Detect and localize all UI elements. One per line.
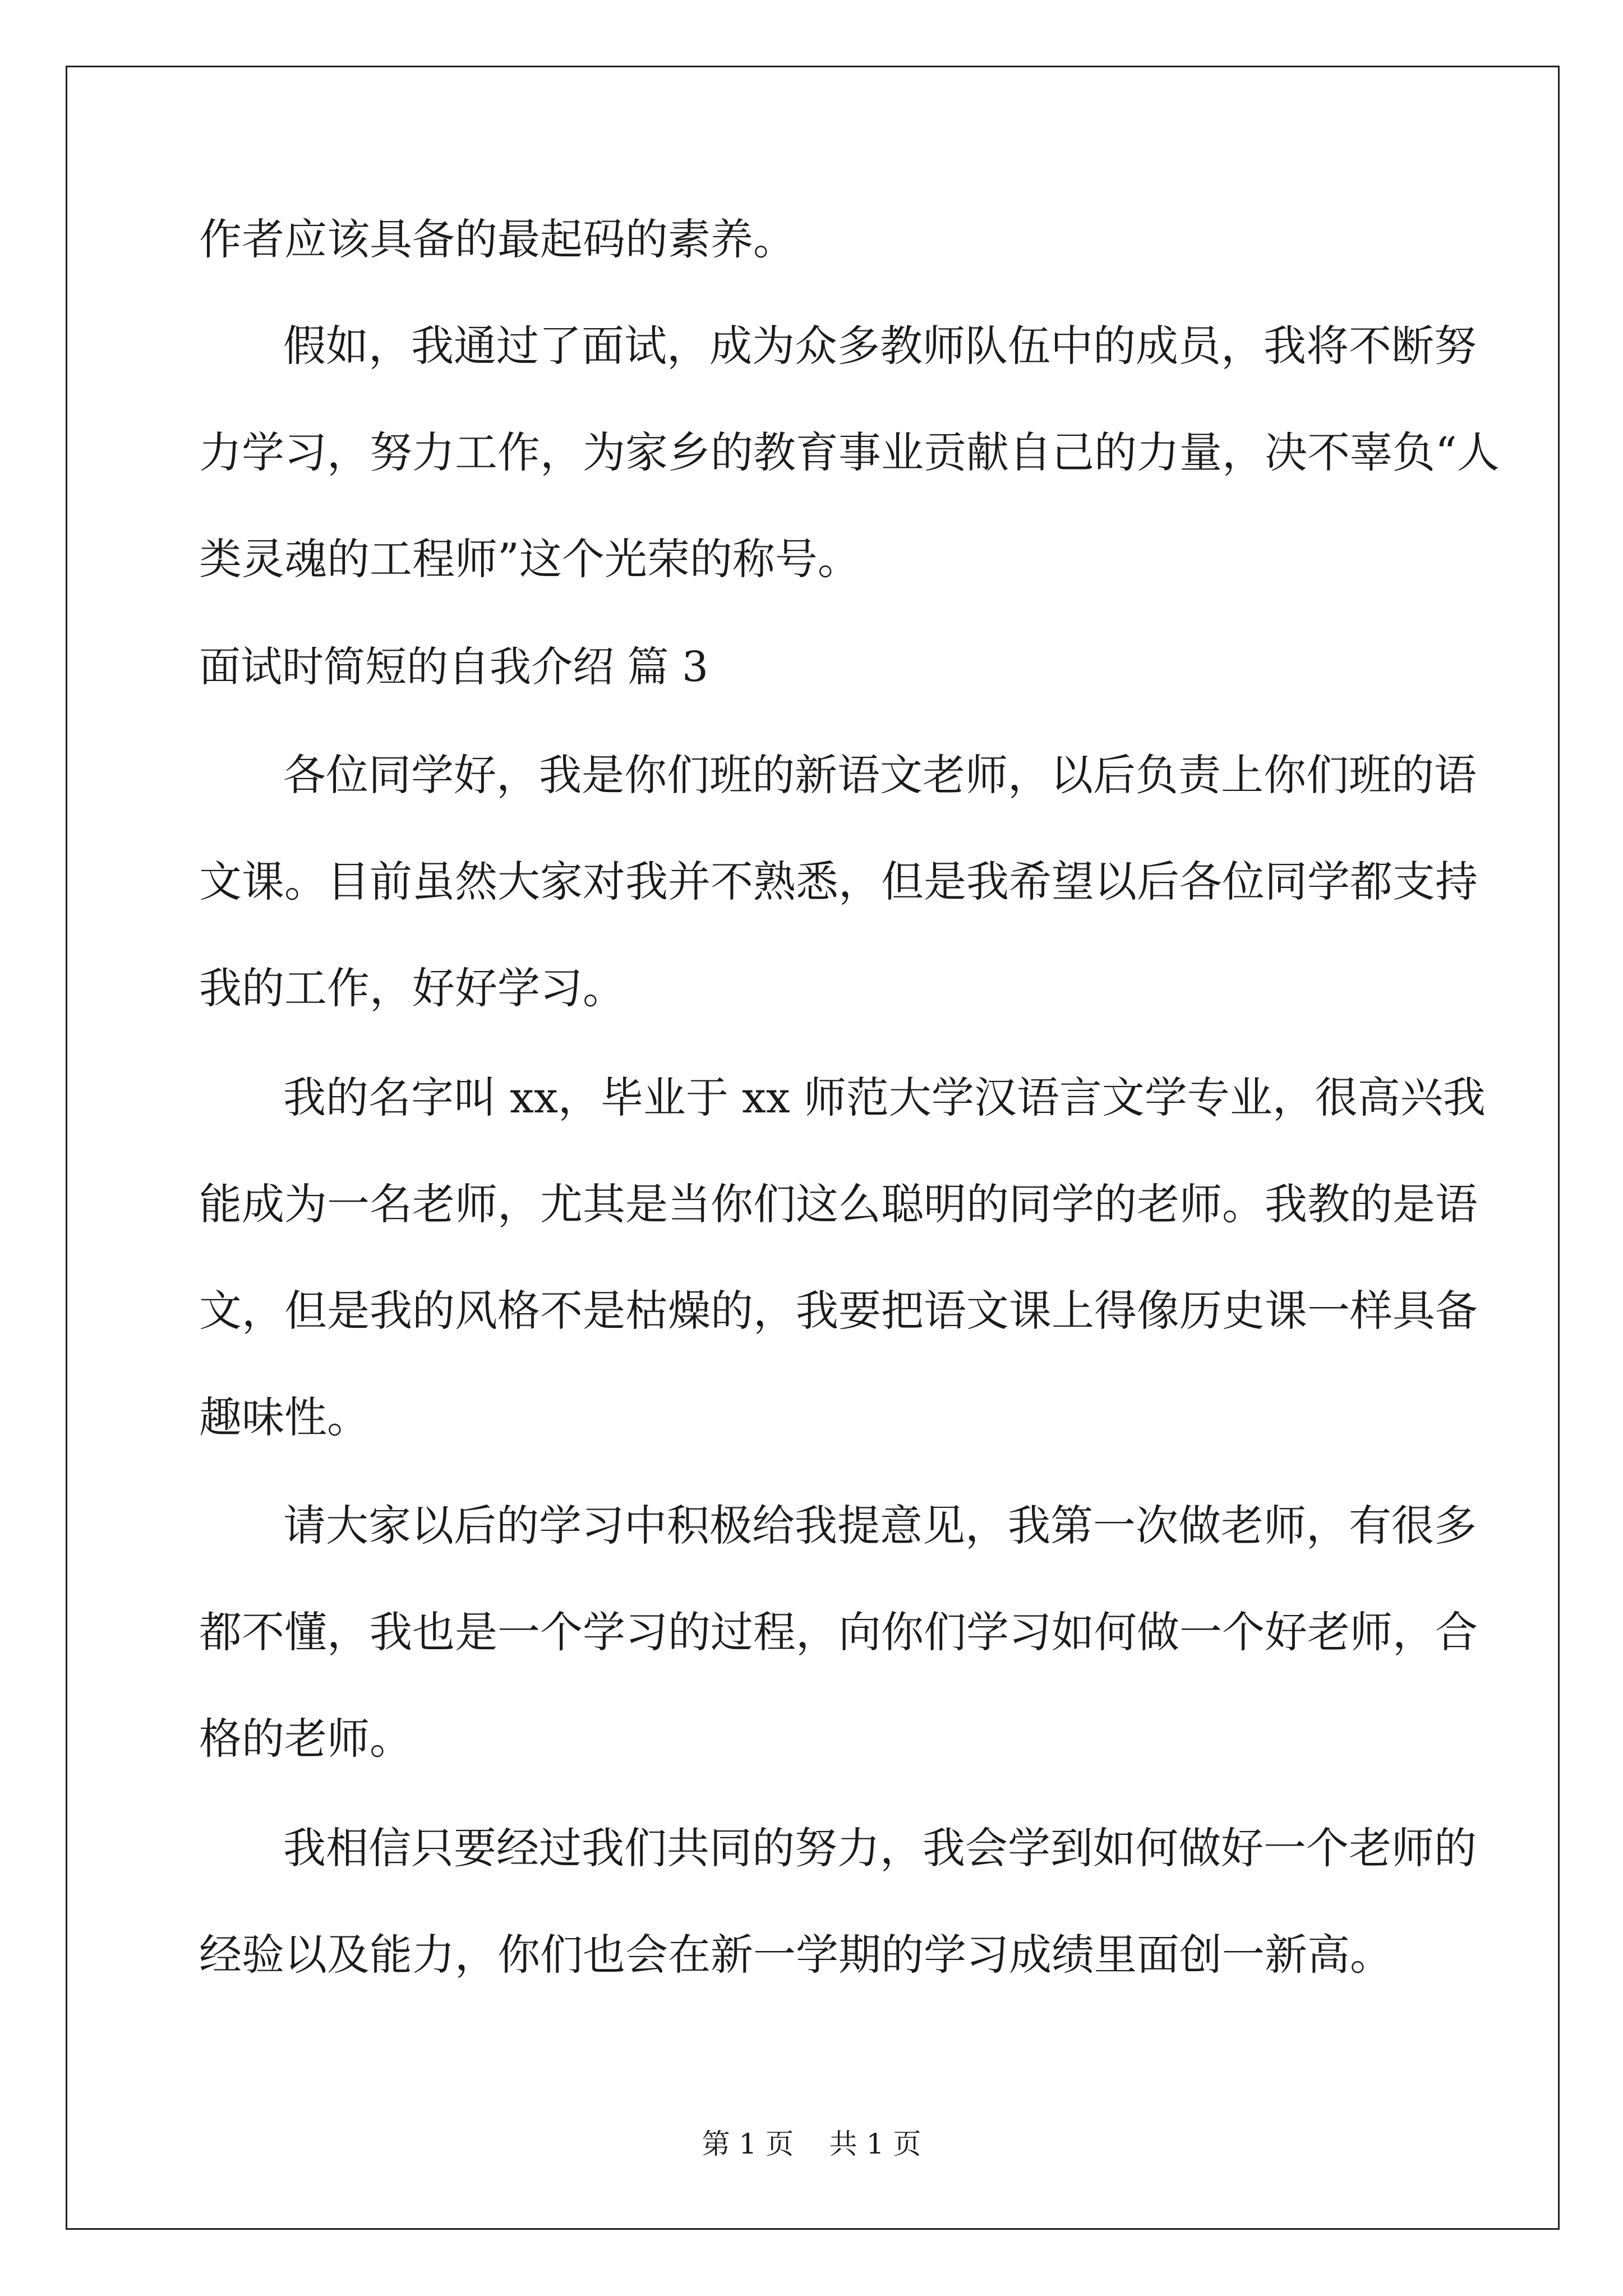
paragraph-line: 文，但是我的风格不是枯燥的，我要把语文课上得像历史课一样具备 (199, 1286, 1478, 1336)
paragraph-line: 文课。目前虽然大家对我并不熟悉，但是我希望以后各位同学都支持 (199, 857, 1478, 907)
paragraph-line: 经验以及能力，你们也会在新一学期的学习成绩里面创一新高。 (199, 1930, 1393, 1980)
page-footer: 第 1 页 共 1 页 (702, 2128, 921, 2160)
paragraph-line: 趣味性。 (199, 1392, 370, 1442)
paragraph-line: 我的工作，好好学习。 (199, 963, 625, 1013)
paragraph-line: 能成为一名老师，尤其是当你们这么聪明的同学的老师。我教的是语 (199, 1179, 1478, 1229)
section-heading: 面试时简短的自我介绍 篇 3 (199, 643, 709, 691)
paragraph-line: 我的名字叫 xx，毕业于 xx 师范大学汉语言文学专业，很高兴我 (283, 1073, 1486, 1122)
paragraph-line: 假如，我通过了面试，成为众多教师队伍中的成员，我将不断努 (283, 321, 1477, 371)
paragraph-line: 请大家以后的学习中积极给我提意见，我第一次做老师，有很多 (283, 1501, 1477, 1550)
paragraph-line: 力学习，努力工作，为家乡的教育事业贡献自己的力量，决不辜负“人 (199, 427, 1500, 477)
paragraph-line: 格的老师。 (199, 1714, 412, 1764)
paragraph-line: 类灵魂的工程师”这个光荣的称号。 (199, 534, 860, 584)
paragraph-line: 各位同学好，我是你们班的新语文老师，以后负责上你们班的语 (283, 750, 1477, 800)
paragraph-line: 作者应该具备的最起码的素养。 (199, 214, 796, 264)
page-border (66, 66, 1560, 2230)
paragraph-line: 都不懂，我也是一个学习的过程，向你们学习如何做一个好老师，合 (199, 1607, 1478, 1657)
paragraph-line: 我相信只要经过我们共同的努力，我会学到如何做好一个老师的 (283, 1823, 1477, 1873)
